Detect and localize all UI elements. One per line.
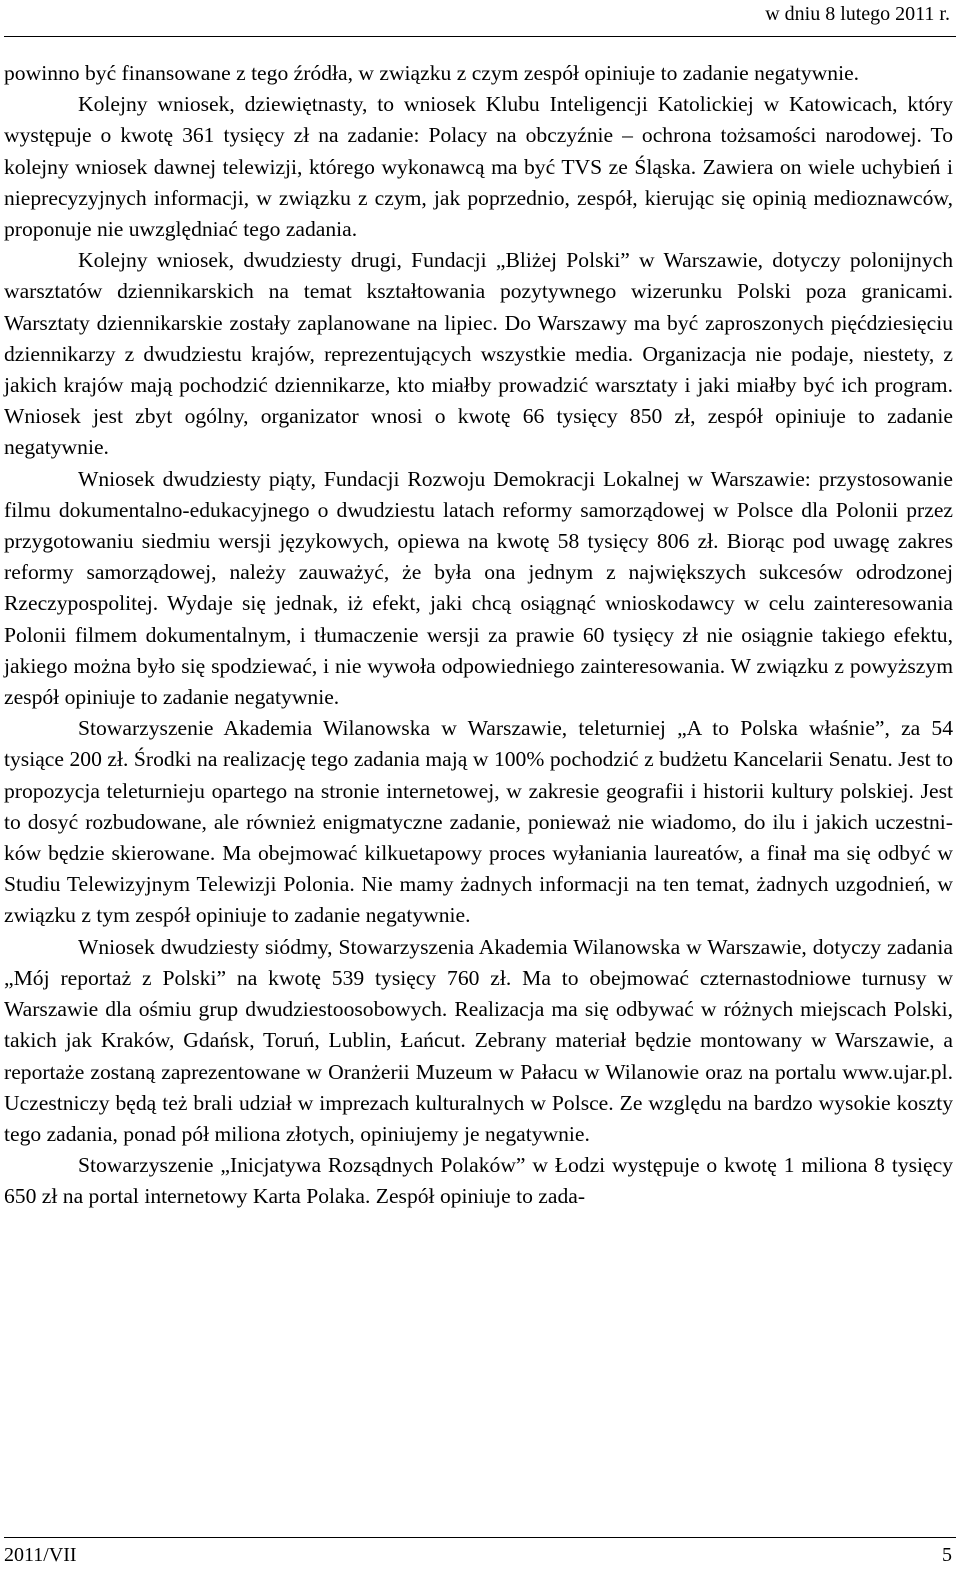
paragraph: Kolejny wniosek, dwudziesty drugi, Fundacji „Bliżej Polski” w Warszawie, dotyczy polonijnych warsztatów dziennikarskich na temat kształtowania pozytywnego wizerunku Polski poza granicami. Warsztaty dziennikarskie zostały zaplanowane na lipiec. Do Warszawy ma być zaproszonych pięćdziesięciu dziennikarzy z dwudziestu krajów, reprezentujących wszystkie media. Organizacja nie podaje, niestety, z jakich krajów mają pochodzić dziennikarze, kto miałby prowadzić warsztaty i jaki miałby być ich program. Wniosek jest zbyt ogólny, organizator wnosi o kwotę 66 tysięcy 850 zł, zespół opiniuje to zadanie negatywnie. — [4, 248, 953, 460]
paragraph: Stowarzyszenie Akademia Wilanowska w Warszawie, teleturniej „A to Polska właśnie”, za 54 tysiące 200 zł. Środki na realizację tego zadania mają w 100% pochodzić z budżetu Kancelarii Senatu. Jest to propozycja teleturnieju opartego na stronie internetowej, w zakresie geografii i historii kultury polskiej. Jest to dosyć rozbudowane, ale również enigmatyczne zadanie, ponieważ nie wiadomo, do ilu i jakich uczestników będzie skierowane. Ma obejmować kilkuetapowy proces wyłaniania laureatów, a finał ma się odbyć w Studiu Telewizyjnym Telewizji Polonia. Nie mamy żadnych informacji na ten temat, żadnych uzgodnień, w związku z tym zespół opiniuje to zadanie negatywnie. — [4, 716, 953, 928]
page-number: 5 — [942, 1544, 952, 1566]
paragraph: Stowarzyszenie „Inicjatywa Rozsądnych Polaków” w Łodzi występuje o kwotę 1 miliona 8 tysięcy 650 zł na portal internetowy Karta Polaka. Zespół opiniuje to zada- — [4, 1153, 953, 1209]
footer-rule — [4, 1537, 956, 1538]
footer-issue: 2011/VII — [4, 1544, 77, 1566]
document-body — [4, 58, 953, 1213]
running-header-date: w dniu 8 lutego 2011 r. — [765, 3, 950, 25]
paragraph: Wniosek dwudziesty piąty, Fundacji Rozwoju Demokracji Lokalnej w Warszawie: przystosowanie filmu dokumentalno-edukacyjnego o dwudziestu latach reformy samorządowej w Polsce dla Polonii przez przygotowaniu siedmiu wersji językowych, opiewa na kwotę 58 tysięcy 806 zł. Biorąc pod uwagę zakres reformy samorządowej, należy zauważyć, że była ona jednym z największych sukcesów odrodzonej Rzeczypospolitej. Wydaje się jednak, iż efekt, jaki chcą osiągnąć wnioskodawcy w celu zainteresowania Polonii filmem dokumentalnym, i tłumaczenie wersji za prawie 60 tysięcy zł nie osiągnie takiego efektu, jakiego można było się spodziewać, i nie wywoła odpowiedniego zainteresowania. W związku z powyższym zespół opiniuje to zadanie negatywnie. — [4, 466, 953, 710]
header-rule — [4, 36, 956, 37]
paragraph: Kolejny wniosek, dziewiętnasty, to wniosek Klubu Inteligencji Katolickiej w Katowicach, który występuje o kwotę 361 tysięcy zł na zadanie: Polacy na obczyźnie – ochrona tożsamości narodowej. To kolejny wniosek dawnej telewizji, którego wykonawcą ma być TVS ze Śląska. Zawiera on wiele uchybień i nieprecyzyjnych informacji, w związku z czym, jak poprzednio, zespół, kierując się opinią medioznawców, proponuje nie uwzględniać tego zadania. — [4, 92, 953, 242]
paragraph-continuation: powinno być finansowane z tego źródła, w związku z czym zespół opiniuje to zadanie negatywnie. — [4, 61, 860, 85]
paragraph: Wniosek dwudziesty siódmy, Stowarzyszenia Akademia Wilanowska w Warszawie, dotyczy zadania „Mój reportaż z Polski” na kwotę 539 tysięcy 760 zł. Ma to obejmować czternastodniowe turnusy w Warszawie dla ośmiu grup dwudziestoosobowych. Realizacja ma się odbywać w różnych miejscach Polski, takich jak Kraków, Gdańsk, Toruń, Lublin, Łańcut. Zebrany materiał będzie montowany w Warszawie, a reportaże zostaną zaprezentowane w Oranżerii Muzeum w Pałacu w Wilanowie oraz na portalu www.ujar.pl. Uczestniczy będą też brali udział w imprezach kulturalnych w Polsce. Ze względu na bardzo wysokie koszty tego zadania, ponad pół miliona złotych, opiniujemy je negatywnie. — [4, 934, 953, 1146]
